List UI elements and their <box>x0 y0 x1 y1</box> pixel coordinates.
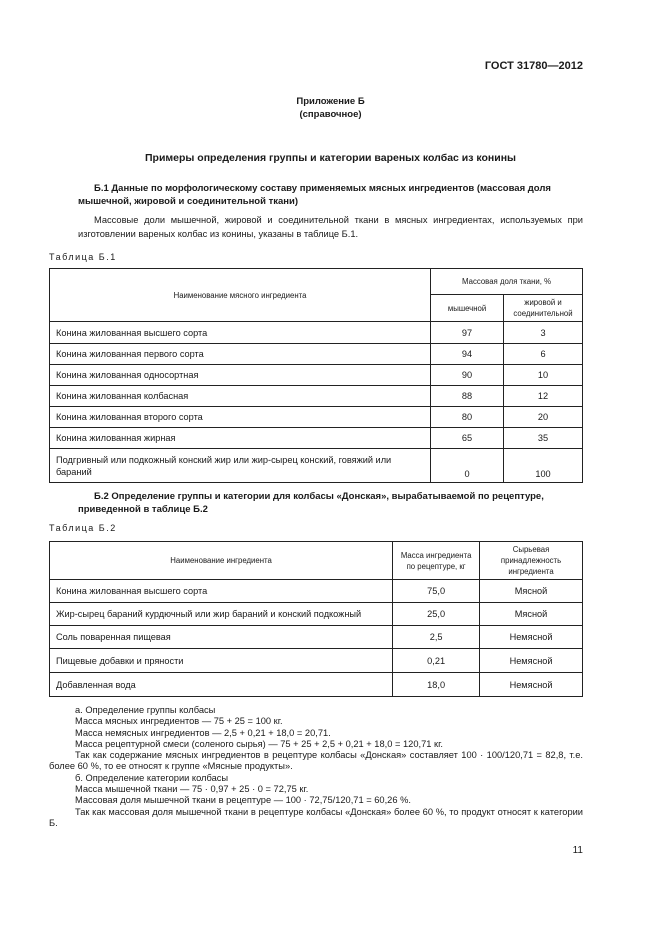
cell-mass: 25,0 <box>393 603 480 626</box>
table-b1-header-group: Массовая доля ткани, % <box>431 269 583 295</box>
table-b1-header-fat: жировой и соединительной <box>504 295 583 322</box>
table-row <box>50 344 583 365</box>
table-b2-header-name: Наименование ингредиента <box>50 542 393 580</box>
table-row <box>50 673 583 697</box>
cell-type: Немясной <box>480 649 583 673</box>
appendix-subtitle: (справочное) <box>299 109 362 120</box>
calc-line: Масса рецептурной смеси (соленого сырья) — 75 + 25 + 2,5 + 0,21 + 18,0 = 120,71 кг. <box>75 738 443 749</box>
section-b1-text: Массовые доли мышечной, жировой и соединительной ткани в мясных ингредиентах, используемых при изготовлении вареных колбас из конины, указаны в таблице Б.1. <box>78 215 583 239</box>
table-row <box>50 649 583 673</box>
table-row <box>50 603 583 626</box>
cell-muscle: 97 <box>431 322 504 344</box>
calc-line: Массовая доля мышечной ткани в рецептуре — 100 · 72,75/120,71 = 60,26 %. <box>75 795 411 806</box>
table-b1-caption: Таблица Б.1 <box>49 252 117 262</box>
calc-line: а. Определение группы колбасы <box>75 705 216 715</box>
table-b1 <box>49 268 583 483</box>
cell-name: Соль поваренная пищевая <box>50 626 393 649</box>
table-row <box>50 626 583 649</box>
appendix-title: Приложение Б <box>296 96 365 107</box>
cell-name: Конина жилованная односортная <box>50 365 431 386</box>
calc-line: б. Определение категории колбасы <box>75 772 229 783</box>
cell-name: Конина жилованная высшего сорта <box>50 580 393 603</box>
table-b2-header-mass: Масса ингредиента по рецептуре, кг <box>393 542 480 580</box>
cell-muscle: 0 <box>431 449 504 483</box>
cell-name: Конина жилованная второго сорта <box>50 407 431 428</box>
table-row <box>50 580 583 603</box>
cell-fat: 3 <box>504 322 583 344</box>
page-number: 11 <box>572 845 583 856</box>
cell-fat: 20 <box>504 407 583 428</box>
cell-fat: 12 <box>504 386 583 407</box>
cell-muscle: 94 <box>431 344 504 365</box>
table-row <box>50 322 583 344</box>
cell-fat: 35 <box>504 428 583 449</box>
cell-muscle: 90 <box>431 365 504 386</box>
cell-name: Жир-сырец бараний курдючный или жир бараний и конский подкожный <box>50 603 393 626</box>
table-row <box>50 449 583 483</box>
cell-name: Пищевые добавки и пряности <box>50 649 393 673</box>
cell-name: Конина жилованная колбасная <box>50 386 431 407</box>
cell-type: Мясной <box>480 603 583 626</box>
appendix-heading <box>0 95 661 121</box>
cell-fat: 100 <box>504 449 583 483</box>
table-row <box>50 428 583 449</box>
table-b1-header-muscle: мышечной <box>431 295 504 322</box>
cell-fat: 10 <box>504 365 583 386</box>
cell-fat: 6 <box>504 344 583 365</box>
table-row <box>50 407 583 428</box>
cell-muscle: 88 <box>431 386 504 407</box>
cell-name: Конина жилованная жирная <box>50 428 431 449</box>
calculations <box>49 705 583 829</box>
cell-mass: 0,21 <box>393 649 480 673</box>
cell-muscle: 65 <box>431 428 504 449</box>
calc-line: Так как содержание мясных ингредиентов в рецептуре колбасы «Донская» составляет 100 · 100/120,71 = 82,8, т.е. более 60 %, то ее относят к группе «Мясные продукты». <box>49 750 583 772</box>
cell-mass: 75,0 <box>393 580 480 603</box>
calc-line: Масса немясных ингредиентов — 2,5 + 0,21 + 18,0 = 20,71. <box>75 727 331 738</box>
main-title: Примеры определения группы и категории вареных колбас из конины <box>144 152 517 164</box>
cell-mass: 18,0 <box>393 673 480 697</box>
table-b1-header-name: Наименование мясного ингредиента <box>50 269 431 322</box>
cell-name: Добавленная вода <box>50 673 393 697</box>
calc-line: Масса мясных ингредиентов — 75 + 25 = 100 кг. <box>75 716 283 727</box>
cell-name: Конина жилованная первого сорта <box>50 344 431 365</box>
cell-mass: 2,5 <box>393 626 480 649</box>
section-b2-heading: Б.2 Определение группы и категории для колбасы «Донская», вырабатываемой по рецептуре, приведенной в таблице Б.2 <box>78 491 544 515</box>
cell-name: Подгривный или подкожный конский жир или жир-сырец конский, говяжий или бараний <box>50 449 431 483</box>
section-b1-heading: Б.1 Данные по морфологическому составу применяемых мясных ингредиентов (массовая доля мышечной, жировой и соединительной ткани) <box>78 183 551 207</box>
table-b2-header-type: Сырьевая принадлежность ингредиента <box>480 542 583 580</box>
table-row <box>50 386 583 407</box>
table-b2 <box>49 541 583 697</box>
table-b2-caption: Таблица Б.2 <box>49 523 117 533</box>
cell-type: Немясной <box>480 673 583 697</box>
standard-number: ГОСТ 31780—2012 <box>484 60 583 72</box>
cell-name: Конина жилованная высшего сорта <box>50 322 431 344</box>
calc-line: Масса мышечной ткани — 75 · 0,97 + 25 · 0 = 72,75 кг. <box>75 784 309 795</box>
table-row <box>50 365 583 386</box>
cell-type: Немясной <box>480 626 583 649</box>
calc-line: Так как массовая доля мышечной ткани в рецептуре колбасы «Донская» более 60 %, то продукт относят к категории Б. <box>49 806 583 828</box>
cell-type: Мясной <box>480 580 583 603</box>
cell-muscle: 80 <box>431 407 504 428</box>
